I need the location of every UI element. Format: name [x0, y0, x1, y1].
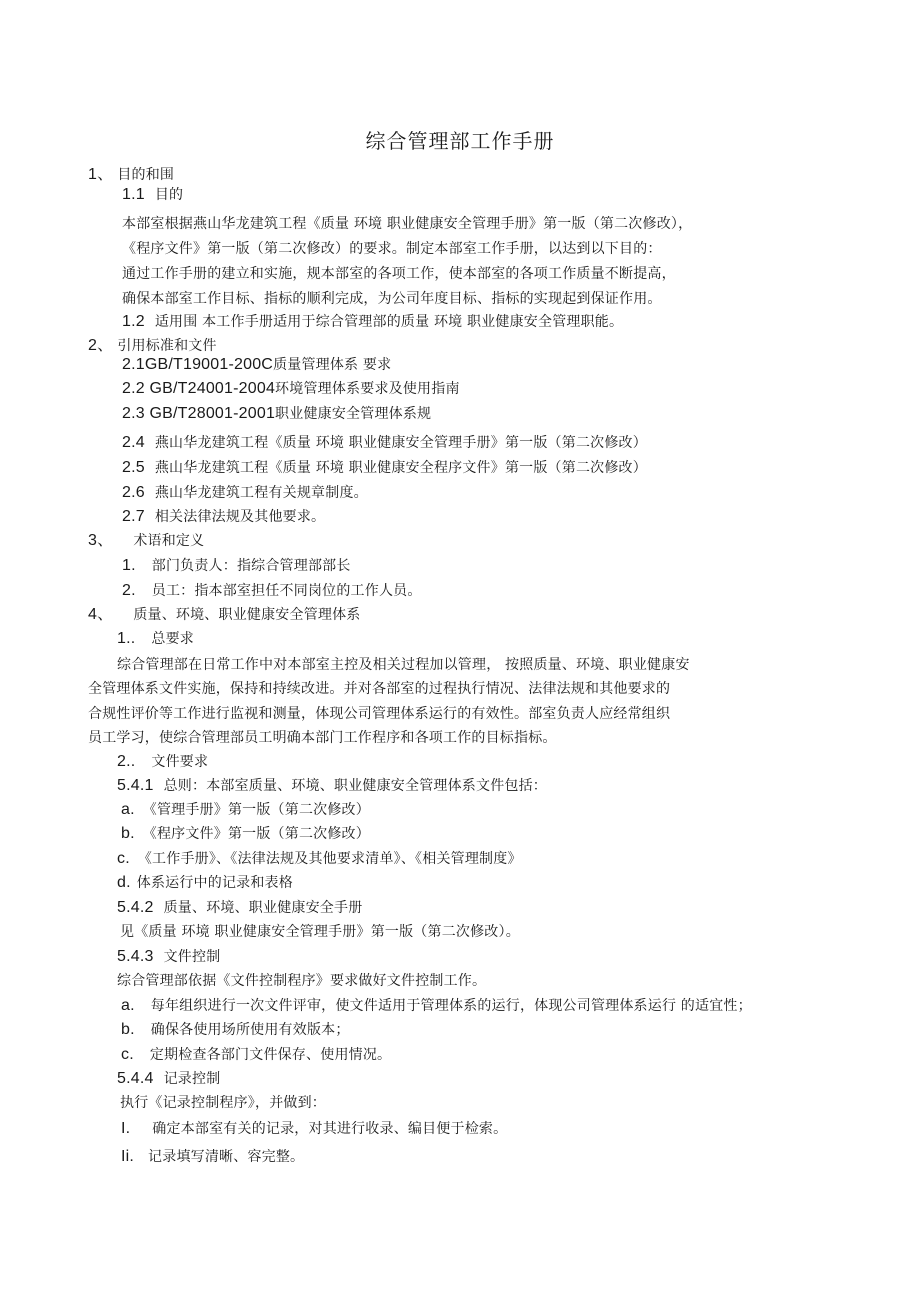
text-line [117, 972, 486, 990]
text-line [117, 777, 547, 795]
item-number: a. [121, 997, 135, 1014]
text-line [122, 356, 391, 374]
line-text: 《程序文件》第一版（第二次修改）的要求。制定本部室工作手册，以达到以下目的： [122, 241, 662, 257]
item-number: b. [121, 1021, 135, 1038]
text-line [122, 508, 325, 526]
line-text: 综合管理部在日常工作中对本部室主控及相关过程加以管理， 按照质量、环境、职业健康安 [117, 657, 690, 673]
line-text: 质量、环境、职业健康安全管理体系 [133, 607, 361, 623]
item-number: a. [121, 801, 135, 818]
text-line [117, 630, 194, 648]
text-line [121, 997, 752, 1015]
text-line [121, 1148, 304, 1166]
line-text: 《工作手册》、《法律法规及其他要求清单》、《相关管理制度》 [137, 851, 522, 867]
line-text: 综合管理部依据《文件控制程序》要求做好文件控制工作。 [117, 973, 487, 989]
item-number: 5.4.3 [117, 948, 154, 965]
line-text: 文件要求 [151, 754, 209, 770]
text-line [88, 680, 670, 698]
text-line [122, 582, 422, 600]
line-text: 记录填写清晰、容完整。 [148, 1149, 305, 1165]
line-text: 通过工作手册的建立和实施，规本部室的各项工作，使本部室的各项工作质量不断提高， [122, 266, 676, 282]
text-line [122, 186, 183, 204]
text-line [122, 265, 676, 283]
line-text: 总要求 [151, 631, 194, 647]
item-number: d. [117, 874, 131, 891]
item-number: 2.2 GB/T24001-2004 [122, 380, 276, 397]
text-line [88, 166, 174, 184]
text-line [88, 532, 204, 550]
text-line [88, 606, 361, 624]
text-line [122, 434, 647, 452]
line-text: 确保本部室工作目标、指标的顺利完成，为公司年度目标、指标的实现起到保证作用。 [122, 291, 662, 307]
line-text: 《程序文件》第一版（第二次修改） [142, 826, 370, 842]
text-line [120, 1094, 326, 1112]
text-line [117, 656, 690, 674]
item-number: c. [117, 850, 130, 867]
line-text: 术语和定义 [133, 533, 205, 549]
item-number: 3、 [88, 532, 114, 549]
line-text: 确保各使用场所使用有效版本； [150, 1022, 350, 1038]
text-line [121, 801, 370, 819]
text-line [117, 948, 220, 966]
line-text: 相关法律法规及其他要求。 [154, 509, 326, 525]
item-number: c. [121, 1046, 134, 1063]
item-number: 2.. [117, 753, 136, 770]
item-number: 1.. [117, 630, 136, 647]
line-text: 全管理体系文件实施，保持和持续改进。并对各部室的过程执行情况、法律法规和其他要求的 [88, 681, 671, 697]
line-text: 目的和围 [117, 167, 175, 183]
line-text: 见《质量 环境 职业健康安全管理手册》第一版（第二次修改）。 [120, 924, 520, 940]
text-line [121, 1120, 507, 1138]
page-title: 综合管理部工作手册 [365, 129, 555, 153]
text-line [122, 215, 692, 233]
line-text: 记录控制 [163, 1071, 221, 1087]
text-line [88, 705, 670, 723]
line-text: 质量管理体系 要求 [273, 357, 392, 373]
item-number: 4、 [88, 606, 114, 623]
line-text: 适用围 本工作手册适用于综合管理部的质量 环境 职业健康安全管理职能。 [154, 314, 624, 330]
text-line [88, 729, 557, 747]
text-line [117, 1070, 220, 1088]
text-line [120, 923, 520, 941]
item-number: 5.4.2 [117, 899, 154, 916]
line-text: 职业健康安全管理体系规 [275, 406, 432, 422]
text-line [122, 459, 647, 477]
item-number: 2.6 [122, 484, 145, 501]
line-text: 质量、环境、职业健康安全手册 [163, 900, 363, 916]
text-line [122, 484, 368, 502]
text-line [121, 825, 370, 843]
text-line [117, 850, 522, 868]
text-line [122, 290, 662, 308]
item-number: I. [121, 1120, 131, 1137]
line-text: 体系运行中的记录和表格 [136, 875, 293, 891]
text-line [121, 1046, 391, 1064]
item-number: 2.3 GB/T28001-2001 [122, 405, 276, 422]
line-text: 本部室根据燕山华龙建筑工程《质量 环境 职业健康安全管理手册》第一版（第二次修改）， [122, 216, 693, 232]
item-number: 2.4 [122, 434, 145, 451]
line-text: 每年组织进行一次文件评审，使文件适用于管理体系的运行，体现公司管理体系运行 的适宜性； [150, 998, 752, 1014]
item-number: 1. [122, 557, 136, 574]
line-text: 文件控制 [163, 949, 221, 965]
line-text: 部门负责人：指综合管理部部长 [151, 558, 351, 574]
text-line [122, 405, 431, 423]
item-number: 1.2 [122, 313, 145, 330]
text-line [117, 899, 362, 917]
line-text: 合规性评价等工作进行监视和测量，体现公司管理体系运行的有效性。部室负责人应经常组织 [88, 706, 671, 722]
item-number: 5.4.1 [117, 777, 154, 794]
line-text: 员工：指本部室担任不同岗位的工作人员。 [151, 583, 422, 599]
line-text: 员工学习，使综合管理部员工明确本部门工作程序和各项工作的目标指标。 [88, 730, 557, 746]
line-text: 燕山华龙建筑工程《质量 环境 职业健康安全程序文件》第一版（第二次修改） [154, 460, 647, 476]
item-number: 2.5 [122, 459, 145, 476]
text-line [122, 557, 351, 575]
line-text: 《管理手册》第一版（第二次修改） [142, 802, 370, 818]
text-line [121, 1021, 350, 1039]
line-text: 燕山华龙建筑工程有关规章制度。 [154, 485, 368, 501]
text-line [122, 380, 460, 398]
line-text: 燕山华龙建筑工程《质量 环境 职业健康安全管理手册》第一版（第二次修改） [154, 435, 647, 451]
line-text: 执行《记录控制程序》，并做到： [120, 1095, 326, 1111]
line-text: 目的 [154, 187, 184, 203]
item-number: 2、 [88, 337, 114, 354]
item-number: 5.4.4 [117, 1070, 154, 1087]
item-number: b. [121, 825, 135, 842]
text-line [117, 753, 208, 771]
item-number: 2. [122, 582, 136, 599]
item-number: Ii. [121, 1148, 135, 1165]
item-number: 1.1 [122, 186, 145, 203]
text-line [117, 874, 293, 892]
line-text: 环境管理体系要求及使用指南 [275, 381, 460, 397]
item-number: 2.7 [122, 508, 145, 525]
line-text: 确定本部室有关的记录，对其进行收录、编目便于检索。 [152, 1121, 508, 1137]
item-number: 2.1GB/T19001-200C [122, 356, 274, 373]
text-line [122, 240, 662, 258]
line-text: 定期检查各部门文件保存、使用情况。 [149, 1047, 392, 1063]
item-number: 1、 [88, 166, 114, 183]
text-line [122, 313, 623, 331]
line-text: 总则：本部室质量、环境、职业健康安全管理体系文件包括： [163, 778, 547, 794]
text-line [88, 337, 217, 355]
line-text: 引用标准和文件 [117, 338, 217, 354]
